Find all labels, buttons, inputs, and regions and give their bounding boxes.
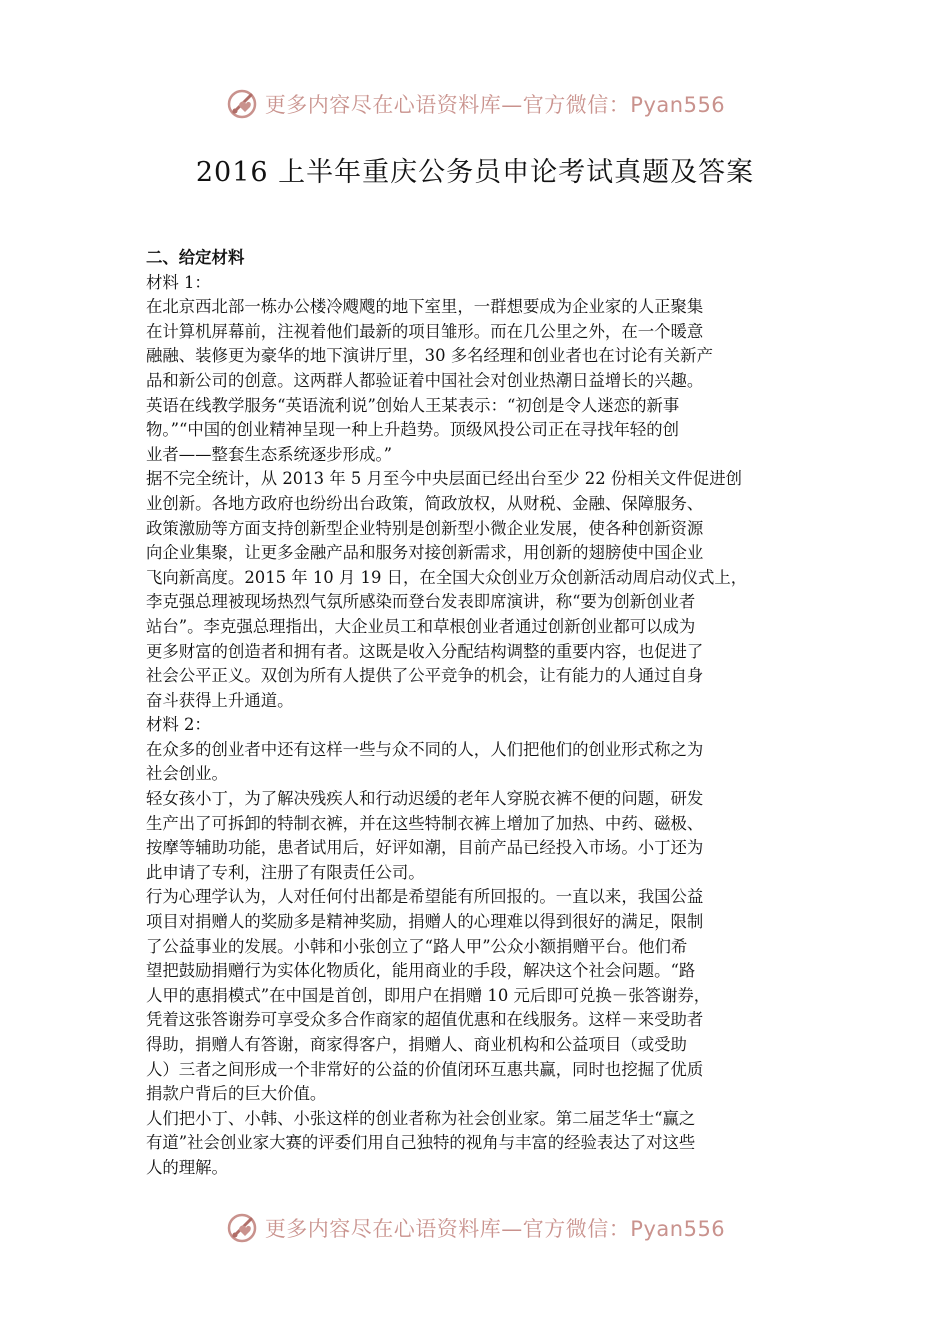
text-line: 品和新公司的创意。这两群人都验证着中国社会对创业热潮日益增长的兴趣。 bbox=[146, 370, 704, 390]
text-line: 社会公平正义。双创为所有人提供了公平竞争的机会，让有能力的人通过自身 bbox=[146, 666, 704, 686]
text-line: 业创新。各地方政府也纷纷出台政策，简政放权，从财税、金融、保障服务、 bbox=[146, 493, 704, 513]
text-line: 捐款户背后的巨大价值。 bbox=[146, 1084, 327, 1104]
text-line: 人）三者之间形成一个非常好的公益的价值闭环互惠共赢，同时也挖掘了优质 bbox=[146, 1059, 704, 1079]
text-line: 行为心理学认为，人对任何付出都是希望能有所回报的。一直以来，我国公益 bbox=[146, 887, 704, 907]
text-line: 轻女孩小丁，为了解决残疾人和行动迟缓的老年人穿脱衣裤不便的问题，研发 bbox=[146, 789, 704, 809]
text-line: 奋斗获得上升通道。 bbox=[146, 690, 294, 710]
text-line: 政策激励等方面支持创新型企业特别是创新型小微企业发展，使各种创新资源 bbox=[146, 518, 704, 538]
document-body bbox=[146, 246, 810, 1181]
text-line: 了公益事业的发展。小韩和小张创立了“路人甲”公众小额捐赠平台。他们希 bbox=[146, 936, 688, 956]
text-line: 融融、装修更为豪华的地下演讲厅里，30 多名经理和创业者也在讨论有关新产 bbox=[146, 346, 713, 366]
header-banner bbox=[0, 84, 950, 124]
banner-text: 更多内容尽在心语资料库—官方微信：Pyan556 bbox=[264, 93, 726, 117]
text-line: 英语在线教学服务“英语流利说”创始人王某表示：“初创是令人迷恋的新事 bbox=[146, 395, 680, 415]
pen-heart-logo-icon bbox=[225, 86, 261, 122]
body-text bbox=[146, 295, 810, 1180]
text-line: 飞向新高度。2015 年 10 月 19 日，在全国大众创业万众创新活动周启动仪式上， bbox=[146, 567, 748, 587]
text-line: 凭着这张答谢券可享受众多合作商家的超值优惠和在线服务。这样－来受助者 bbox=[146, 1010, 704, 1030]
text-line: 望把鼓励捐赠行为实体化物质化，能用商业的手段，解决这个社会问题。“路 bbox=[146, 961, 696, 981]
section-heading: 二、给定材料 bbox=[146, 248, 245, 267]
banner-text: 更多内容尽在心语资料库—官方微信：Pyan556 bbox=[264, 1217, 726, 1241]
text-line: 按摩等辅助功能，患者试用后，好评如潮，目前产品已经投入市场。小丁还为 bbox=[146, 838, 704, 858]
text-line: 生产出了可拆卸的特制衣裤，并在这些特制衣裤上增加了加热、中药、磁极、 bbox=[146, 813, 704, 833]
page-title: 2016 上半年重庆公务员申论考试真题及答案 bbox=[195, 157, 755, 188]
text-line: 得助，捐赠人有答谢，商家得客户，捐赠人、商业机构和公益项目（或受助 bbox=[146, 1035, 687, 1054]
text-line: 材料 2： bbox=[146, 715, 211, 735]
text-line: 社会创业。 bbox=[146, 764, 228, 784]
material-label: 材料 1： bbox=[146, 272, 211, 292]
text-line: 项目对捐赠人的奖励多是精神奖励，捐赠人的心理难以得到很好的满足，限制 bbox=[146, 912, 704, 932]
text-line: 向企业集聚，让更多金融产品和服务对接创新需求，用创新的翅膀使中国企业 bbox=[146, 543, 704, 563]
text-line: 人的理解。 bbox=[146, 1157, 228, 1177]
text-line: 站台”。李克强总理指出，大企业员工和草根创业者通过创新创业都可以成为 bbox=[146, 616, 696, 636]
text-line: 人甲的惠捐模式”在中国是首创，即用户在捐赠 10 元后即可兑换－张答谢券， bbox=[146, 985, 711, 1005]
text-line: 在北京西北部一栋办公楼冷飕飕的地下室里，一群想要成为企业家的人正聚集 bbox=[146, 297, 704, 317]
text-line: 此申请了专利，注册了有限责任公司。 bbox=[146, 862, 425, 882]
footer-banner bbox=[0, 1208, 950, 1248]
text-line: 李克强总理被现场热烈气氛所感染而登台发表即席演讲，称“要为创新创业者 bbox=[146, 592, 696, 612]
text-line: 人们把小丁、小韩、小张这样的创业者称为社会创业家。第二届芝华士“赢之 bbox=[146, 1108, 696, 1128]
text-line: 有道”社会创业家大赛的评委们用自己独特的视角与丰富的经验表达了对这些 bbox=[146, 1133, 696, 1153]
text-line: 更多财富的创造者和拥有者。这既是收入分配结构调整的重要内容，也促进了 bbox=[146, 641, 704, 661]
text-line: 在众多的创业者中还有这样一些与众不同的人，人们把他们的创业形式称之为 bbox=[146, 739, 704, 759]
text-line: 据不完全统计，从 2013 年 5 月至今中央层面已经出台至少 22 份相关文件促进创 bbox=[146, 469, 742, 489]
pen-heart-logo-icon bbox=[225, 1210, 261, 1246]
text-line: 业者——整套生态系统逐步形成。” bbox=[146, 444, 393, 464]
text-line: 物。”“中国的创业精神呈现一种上升趋势。顶级风投公司正在寻找年轻的创 bbox=[146, 420, 680, 440]
text-line: 在计算机屏幕前，注视着他们最新的项目雏形。而在几公里之外，在一个暖意 bbox=[146, 321, 704, 341]
